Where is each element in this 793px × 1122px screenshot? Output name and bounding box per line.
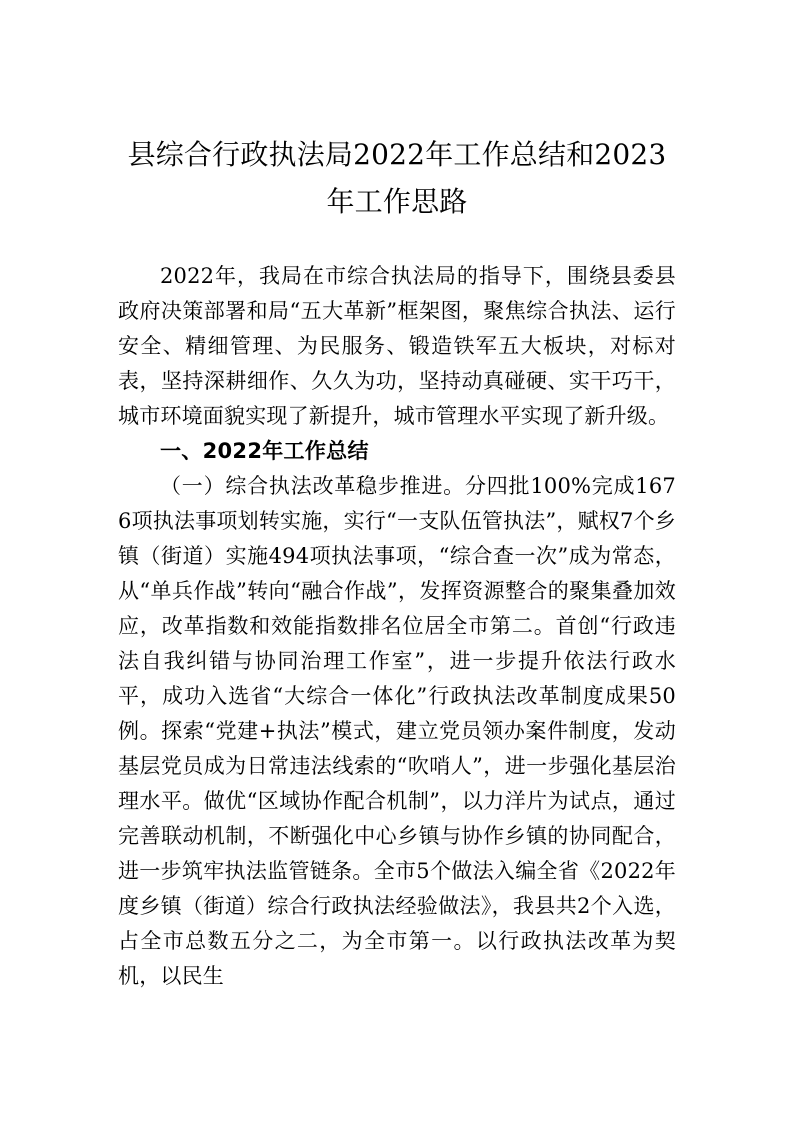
page-title-line-2: 年工作思路 (326, 185, 468, 218)
subsection-paragraph-1-1: （一）综合执法改革稳步推进。分四批100%完成1676项执法事项划转实施，实行“一支队伍管执法”，赋权7个乡镇（街道）实施494项执法事项，“综合查一次”成为常态，从“单兵作战”转向“融合作战”，发挥资源整合的聚集叠加效应，改革指数和效能指数排名位居全市第二。首创“行政违法自我纠错与协同治理工作室”，进一步提升依法行政水平，成功入选省“大综合一体化”行政执法改革制度成果50例。探索“党建+执法”模式，建立党员领办案件制度，发动基层党员成为日常违法线索的“吹哨人”，进一步强化基层治理水平。做优“区域协作配合机制”，以力洋片为试点，通过完善联动机制，不断强化中心乡镇与协作乡镇的协同配合，进一步筑牢执法监管链条。全市5个做法入编全省《2022年度乡镇（街道）综合行政执法经验做法》，我县共2个入选，占全市总数五分之二，为全市第一。以行政执法改革为契机，以民生 (118, 474, 676, 988)
page-title (118, 0, 676, 225)
page-content (118, 0, 676, 994)
intro-paragraph: 2022年，我局在市综合执法局的指导下，围绕县委县政府决策部署和局“五大革新”框架图，聚焦综合执法、运行安全、精细管理、为民服务、锻造铁军五大板块，对标对表，坚持深耕细作、久久为功，坚持动真碰硬、实干巧干，城市环境面貌实现了新提升，城市管理水平实现了新升级。 (118, 264, 676, 428)
section-heading-1: 一、2022年工作总结 (160, 439, 369, 463)
page-title-line-1: 县综合行政执法局2022年工作总结和2023 (127, 138, 667, 171)
